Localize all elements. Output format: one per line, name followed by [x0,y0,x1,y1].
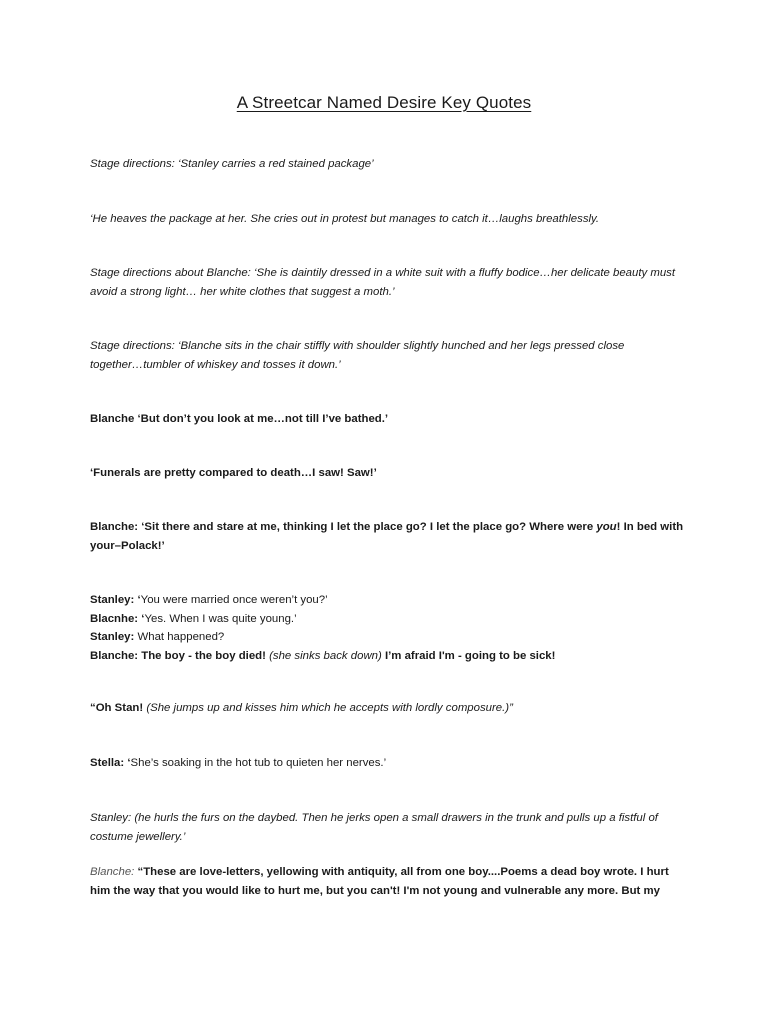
quote-stella-hot-tub: Stella: ‘She’s soaking in the hot tub to quieten her nerves.’ [90,757,387,769]
quote-blanche-bathed: Blanche ‘But don’t you look at me…not till I’ve bathed.’ [90,413,389,425]
quote-heaves-package: ‘He heaves the package at her. She cries out in protest but manages to catch it…laughs breathlessly. [90,213,600,225]
quote-stage-directions-package: Stage directions: ‘Stanley carries a red stained package’ [90,158,374,170]
quote-blanche-love-letters: Blanche: “These are love-letters, yellowing with antiquity, all from one boy....Poems a dead boy wrote. I hurt him the way that you would like to hurt me, but you can't! I'm not young and vulnerable any more. But my [90,866,669,897]
quote-oh-stan: “Oh Stan! (She jumps up and kisses him which he accepts with lordly composure.)” [90,702,513,714]
quote-dialogue-married: Stanley: ‘You were married once weren’t you?’ Blacnhe: ‘Yes. When I was quite young.’ Stanley: What happened? Blanche: The boy - the boy died! (she sinks back down) I’m afraid I'm - going to be sick! [90,594,556,662]
quote-blanche-sits: Stage directions: ‘Blanche sits in the chair stiffly with shoulder slightly hunched and her legs pressed close together…tumbler of whiskey and tosses it down.’ [90,340,625,371]
quote-funerals: ‘Funerals are pretty compared to death…I saw! Saw!’ [90,467,377,479]
quote-blanche-stare: Blanche: ‘Sit there and stare at me, thinking I let the place go? I let the place go? Where were you! In bed with your–Polack!’ [90,521,684,552]
quote-blanche-dress: Stage directions about Blanche: ‘She is daintily dressed in a white suit with a fluffy bodice…her delicate beauty must avoid a strong light… her white clothes that suggest a moth.’ [90,267,676,298]
document-title: A Streetcar Named Desire Key Quotes [236,93,532,112]
quote-stanley-furs: Stanley: (he hurls the furs on the daybed. Then he jerks open a small drawers in the trunk and pulls up a fistful of costume jewellery.’ [90,812,658,843]
